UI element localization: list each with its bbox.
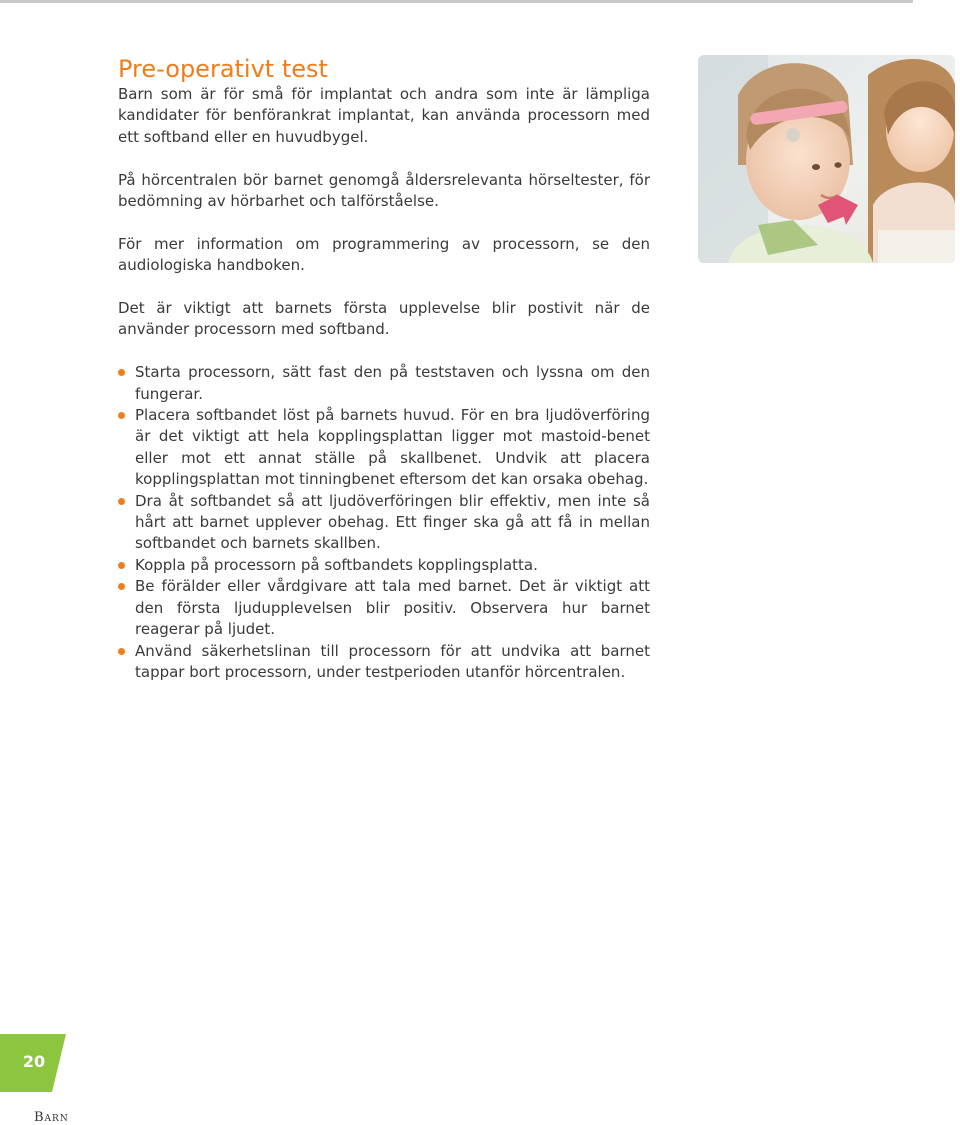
page-title: Pre-operativt test [118, 55, 328, 83]
paragraph-intro: Barn som är för små för implantat och andra som inte är lämpliga kandidater för benförankrat implantat, kan använda processorn med ett softband eller en huvudbygel. [118, 85, 650, 146]
top-rule [0, 0, 913, 3]
bullet-dot-icon [118, 369, 125, 376]
bullet-dot-icon [118, 583, 125, 590]
instruction-list [118, 362, 650, 683]
paragraph-hearing-tests: På hörcentralen bör barnet genomgå åldersrelevanta hörseltester, för bedömning av hörbarhet och talförståelse. [118, 170, 650, 211]
children-illustration [698, 55, 955, 263]
bullet-dot-icon [118, 648, 125, 655]
bullet-dot-icon [118, 412, 125, 419]
page-number: 20 [22, 1052, 46, 1071]
list-item: Be förälder eller vårdgivare att tala med barnet. Det är viktigt att den första ljudupplevelsen blir positiv. Observera hur barnet reagerar på ljudet. [118, 576, 650, 640]
paragraph-more-info: För mer information om programmering av processorn, se den audiologiska handboken. [118, 234, 650, 275]
list-item: Starta processorn, sätt fast den på teststaven och lyssna om den fungerar. [118, 362, 650, 405]
paragraph-first-experience: Det är viktigt att barnets första upplevelse blir postivit när de använder processorn med softband. [118, 299, 650, 339]
list-item: Koppla på processorn på softbandets kopplingsplatta. [118, 555, 650, 576]
bullet-dot-icon [118, 498, 125, 505]
list-item: Placera softbandet löst på barnets huvud. För en bra ljudöverföring är det viktigt att hela kopplingsplattan ligger mot mastoid-benet eller mot ett annat ställe på skallbenet. Undvik att placera kopplingsplattan mot tinningbenet eftersom det kan orsaka obehag. [118, 405, 650, 491]
section-label: Barn [34, 1110, 69, 1125]
main-content [118, 54, 650, 683]
list-item: Dra åt softbandet så att ljudöverföringen blir effektiv, men inte så hårt att barnet upplever obehag. Ett finger ska gå att få in mellan softbandet och barnets skallben. [118, 491, 650, 555]
bullet-dot-icon [118, 562, 125, 569]
children-photo [698, 55, 955, 263]
list-item: Använd säkerhetslinan till processorn för att undvika att barnet tappar bort processorn, under testperioden utanför hörcentralen. [118, 641, 650, 684]
